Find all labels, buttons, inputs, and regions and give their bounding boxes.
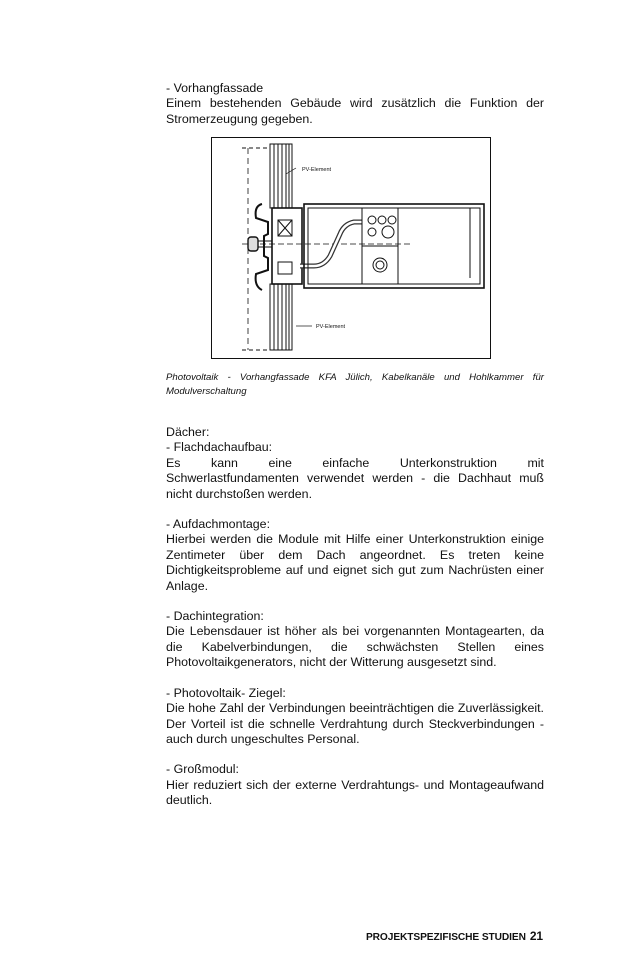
page-number: 21 xyxy=(529,929,543,943)
page-footer xyxy=(366,929,543,943)
grossmodul-text: Hier reduziert sich der externe Verdrahtungs- und Montageaufwand deutlich. xyxy=(166,777,544,808)
dachintegration-text: Die Lebensdauer ist höher als bei vorgenannten Montagearten, da die Kabelverbindungen, die schwächsten Stellen eines Photovoltaikgenerators, nicht der Witterung ausgesetzt sind. xyxy=(166,624,544,670)
section-title: Dächer: xyxy=(166,425,210,439)
aufdach-text: Hierbei werden die Module mit Hilfe einer Unterkonstruktion einige Zentimeter über dem Dach angeordnet. Es treten keine Dichtigkeitsprobleme auf und eignet sich gut zum Nachrüsten einer Anlage. xyxy=(166,532,544,593)
grossmodul-heading: - Großmodul: xyxy=(166,762,239,777)
flachdach-heading: - Flachdachaufbau: xyxy=(166,440,273,455)
intro-heading: - Vorhangfassade xyxy=(166,81,264,95)
aufdach-heading: - Aufdachmontage: xyxy=(166,517,271,532)
figure-caption: Photovoltaik - Vorhangfassade KFA Jülich, Kabelkanäle und Hohlkammer für Modulverschaltung xyxy=(166,372,544,397)
intro-text: Einem bestehenden Gebäude wird zusätzlich die Funktion der Stromerzeugung gegeben. xyxy=(166,96,544,126)
pv-element-label-bottom: PV-Element xyxy=(316,324,346,330)
footer-label: PROJEKTSPEZIFISCHE STUDIEN xyxy=(365,932,526,943)
roof-sections xyxy=(166,425,544,809)
intro-section xyxy=(166,81,544,127)
facade-cross-section-drawing xyxy=(212,138,490,358)
flachdach-text: Es kann eine einfache Unterkonstruktion mit Schwerlastfundamenten verwendet werden - die Dachhaut muß nicht durchstoßen werden. xyxy=(166,455,544,501)
facade-figure xyxy=(211,137,491,359)
pv-element-label-top: PV-Element xyxy=(302,167,332,173)
dachintegration-heading: - Dachintegration: xyxy=(166,609,264,624)
pv-ziegel-text: Die hohe Zahl der Verbindungen beeinträchtigen die Zuverlässigkeit. Der Vorteil ist die schnelle Verdrahtung durch Steckverbindungen - auch durch ungeschultes Personal. xyxy=(166,701,544,746)
pv-ziegel-heading: - Photovoltaik- Ziegel: xyxy=(166,685,286,700)
